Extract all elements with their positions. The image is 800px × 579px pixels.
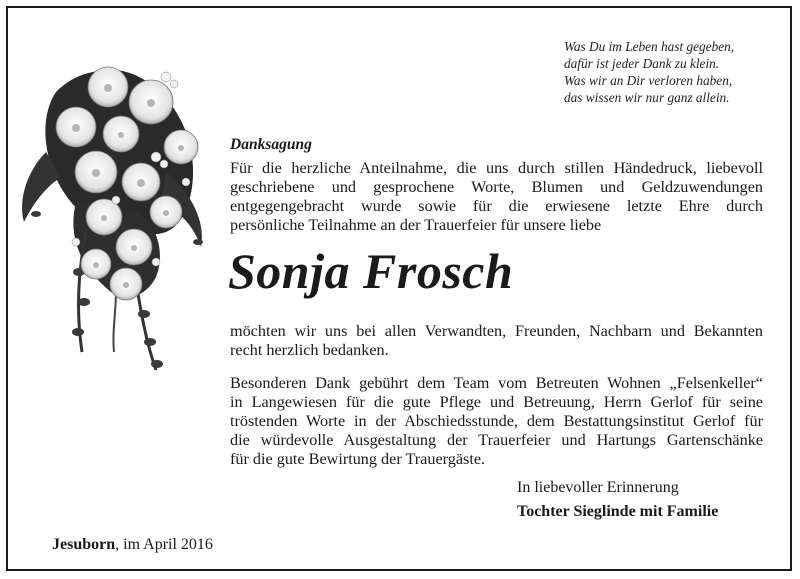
section-heading: Danksagung <box>230 136 312 153</box>
text-line: Für die herzliche Anteilnahme, die uns durch stillen Händedruck, liebevoll <box>230 159 763 177</box>
poem-line: Was wir an Dir verloren haben, <box>564 73 733 88</box>
memorial-poem <box>564 38 794 106</box>
poem-line: Was Du im Leben hast gegeben, <box>564 39 735 54</box>
date-text: , im April 2016 <box>115 536 213 553</box>
text-line: möchten wir uns bei allen Verwandten, Freunden, Nachbarn und Bekannten <box>230 322 763 340</box>
poem-line: das wissen wir nur ganz allein. <box>564 90 730 105</box>
place-name: Jesuborn <box>52 536 116 553</box>
poem-line: dafür ist jeder Dank zu klein. <box>564 56 720 71</box>
text-line: Besonderen Dank gebührt dem Team vom Betreuten Wohnen „Felsenkeller“ <box>230 374 763 392</box>
text-line: die würdevolle Ausgestaltung der Trauerfeier und Hartungs Gartenschänke <box>230 431 763 449</box>
text-line: für die gute Bewirtung der Trauergäste. <box>230 450 486 468</box>
text-line: entgegengebracht wurde sowie für die erwiesene letzte Ehre durch <box>230 197 763 215</box>
intro-paragraph <box>230 159 763 235</box>
family-signature: Tochter Sieglinde mit Familie <box>517 503 719 520</box>
orchid-bouquet-image <box>16 52 212 376</box>
text-line: tröstenden Worte in der Abschiedsstunde, dem Bestattungsinstitut Gerlof für <box>230 412 763 430</box>
text-line: geschriebene und gesprochene Worte, Blumen und Geldzuwendungen <box>230 178 763 196</box>
deceased-name: Sonja Frosch <box>228 243 514 299</box>
text-line: recht herzlich bedanken. <box>230 341 389 359</box>
closing-memory: In liebevoller Erinnerung <box>517 479 679 496</box>
obituary-frame <box>6 6 792 571</box>
text-line: in Langewiesen für die gute Pflege und Betreuung, Herrn Gerlof für seine <box>230 393 763 411</box>
special-thanks-paragraph <box>230 374 763 469</box>
place-date <box>52 536 213 554</box>
text-line: persönliche Teilnahme an der Trauerfeier für unsere liebe <box>230 216 602 234</box>
thanks-paragraph <box>230 322 763 360</box>
